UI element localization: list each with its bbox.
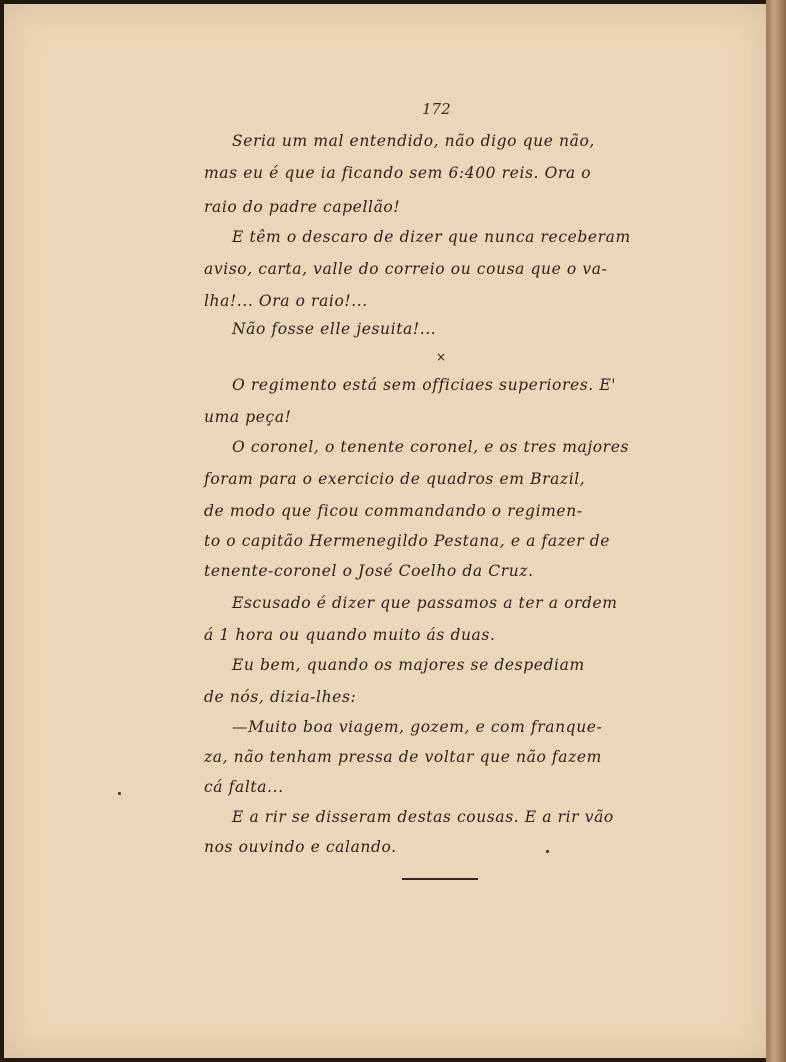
text-line: foram para o exercicio de quadros em Brazil, (204, 470, 586, 488)
text-line: tenente-coronel o José Coelho da Cruz. (204, 562, 534, 580)
text-line: O regimento está sem officiaes superiores. E' (232, 376, 617, 394)
text-line: to o capitão Hermenegildo Pestana, e a fazer de (204, 532, 611, 550)
text-line: á 1 hora ou quando muito ás duas. (204, 626, 496, 644)
manuscript-page (4, 4, 766, 1058)
text-line: de modo que ficou commandando o regimen- (204, 502, 583, 520)
text-line: E a rir se disseram destas cousas. E a rir vão (232, 808, 614, 826)
end-rule (402, 878, 478, 880)
text-line: de nós, dizia-lhes: (204, 688, 357, 706)
text-line: Seria um mal entendido, não digo que não, (232, 132, 595, 150)
section-separator: × (436, 350, 447, 364)
text-line: cá falta... (204, 778, 284, 796)
ink-spot (118, 792, 121, 795)
text-line: Eu bem, quando os majores se despediam (232, 656, 585, 674)
text-line: —Muito boa viagem, gozem, e com franque- (232, 718, 603, 736)
text-line: O coronel, o tenente coronel, e os tres majores (232, 438, 630, 456)
text-line: mas eu é que ia ficando sem 6:400 reis. Ora o (204, 164, 592, 182)
page-edge (766, 0, 786, 1062)
text-line: nos ouvindo e calando. (204, 838, 397, 856)
text-line: aviso, carta, valle do correio ou cousa que o va- (204, 260, 608, 278)
text-line: za, não tenham pressa de voltar que não fazem (204, 748, 602, 766)
text-line: raio do padre capellão! (204, 198, 401, 216)
text-line: lha!... Ora o raio!... (204, 292, 368, 310)
ink-spot (546, 850, 549, 853)
text-line: Não fosse elle jesuita!... (232, 320, 437, 338)
page-number: 172 (422, 100, 451, 118)
text-line: E têm o descaro de dizer que nunca receberam (232, 228, 631, 246)
text-line: uma peça! (204, 408, 292, 426)
text-line: Escusado é dizer que passamos a ter a ordem (232, 594, 618, 612)
